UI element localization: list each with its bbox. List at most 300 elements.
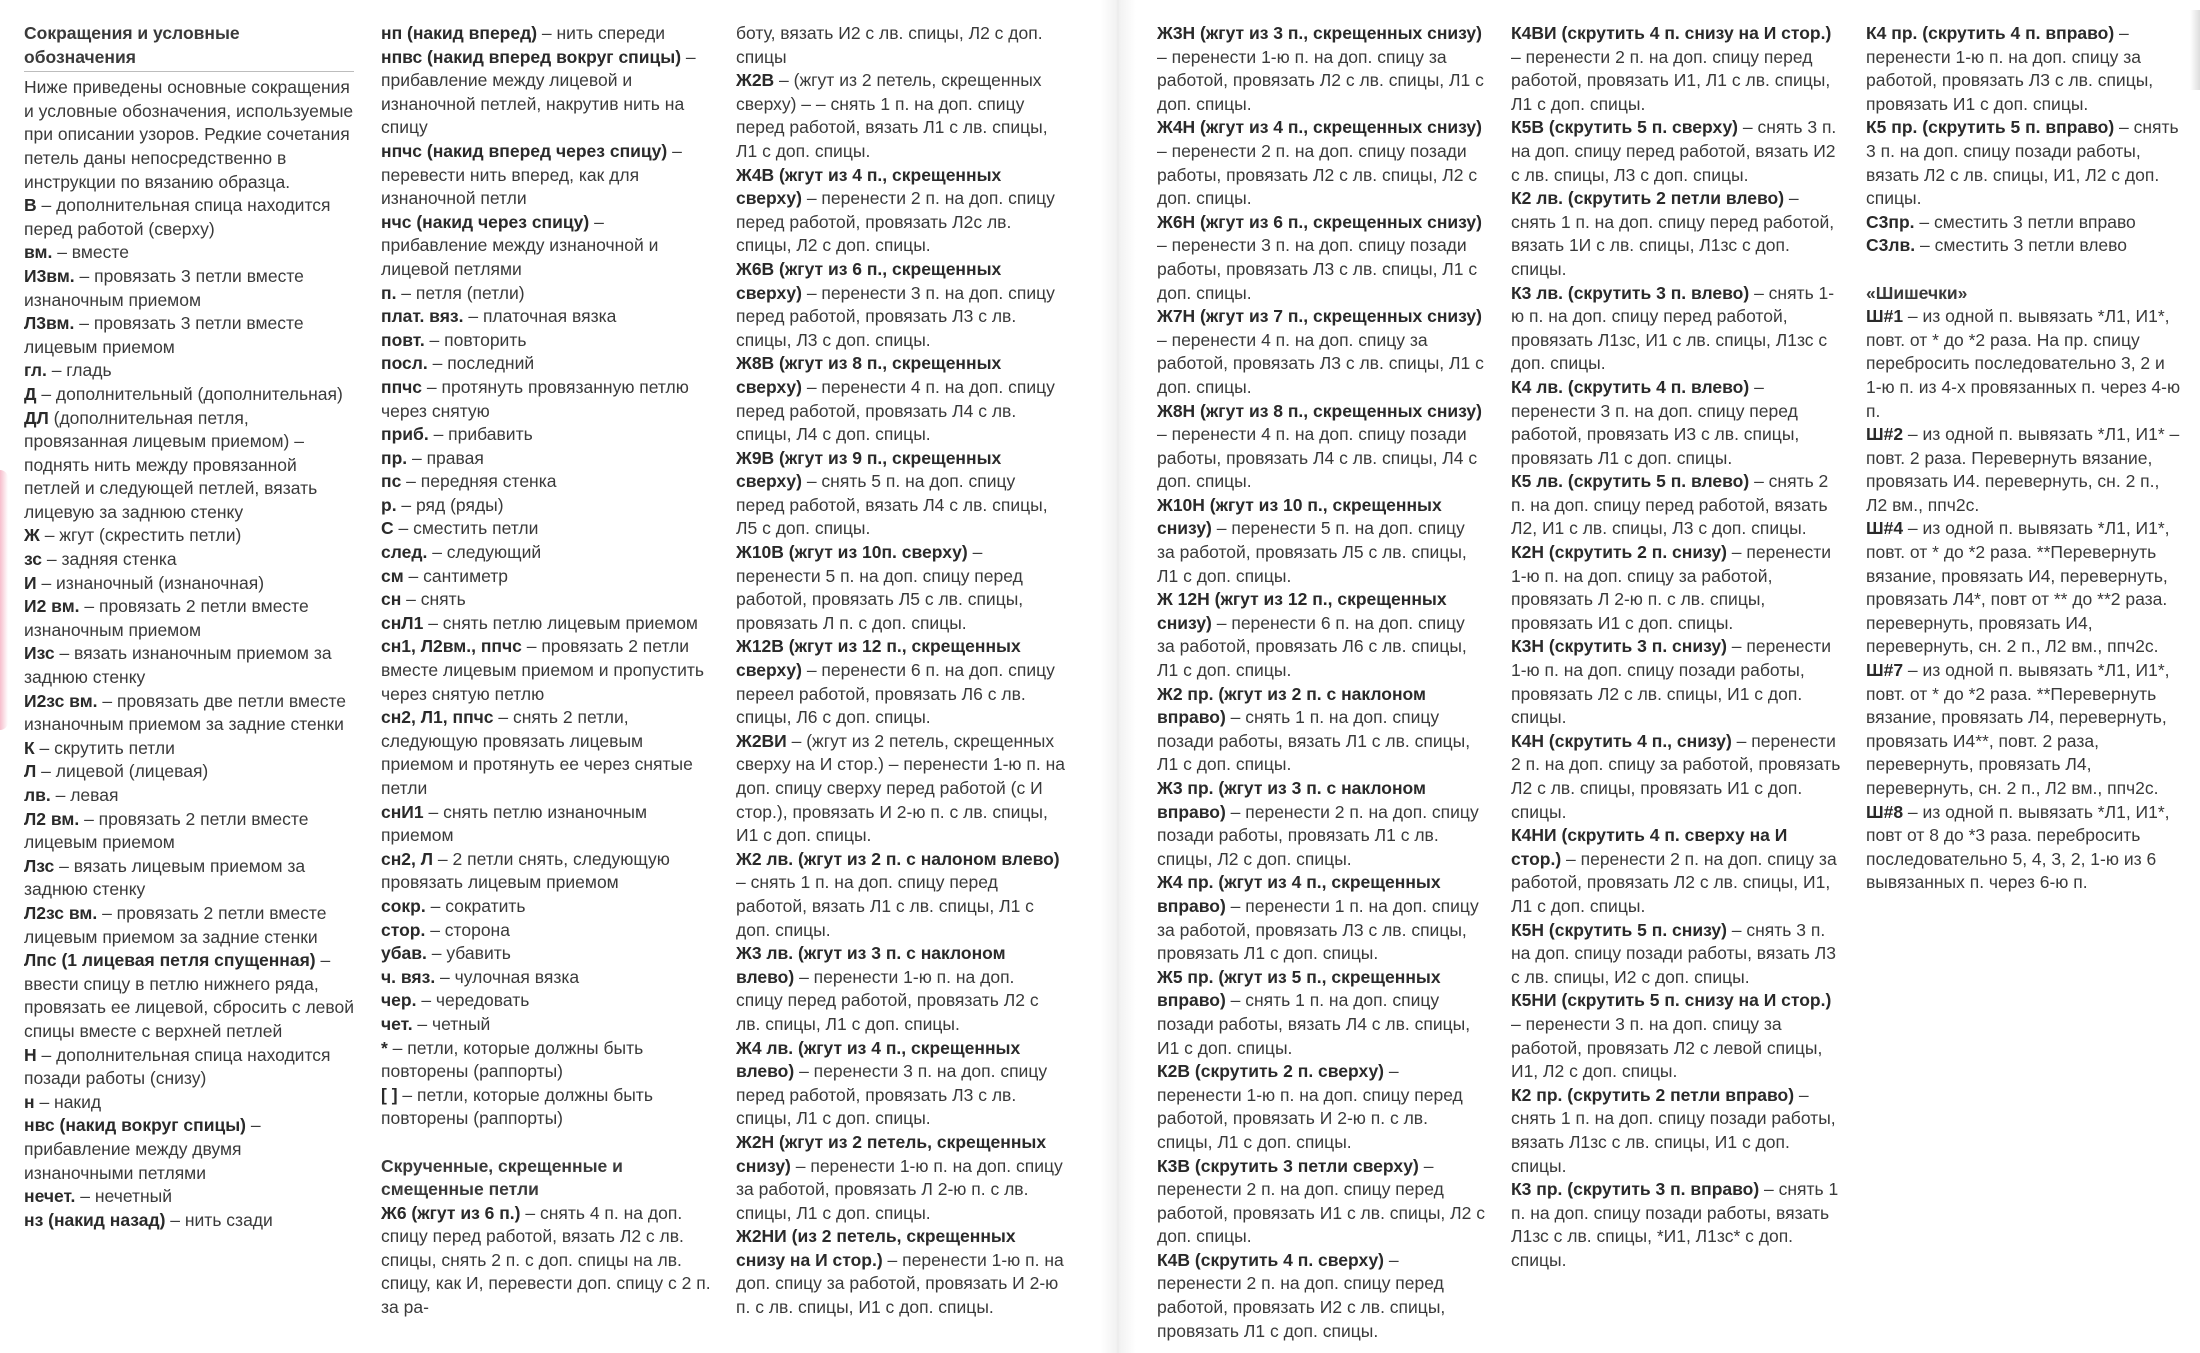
glossary-list <box>736 22 1066 1320</box>
glossary-term: пс <box>381 471 402 492</box>
glossary-term: стор. <box>381 919 426 940</box>
glossary-term: ч. вяз. <box>381 966 436 987</box>
glossary-description: – из одной п. вывязать *Л1, И1*, повт. от * до *2 раза. **Перевернуть вязание, провязать И4, перевернуть, провязать Л4*, повт от ** до **2 раза. перевернуть, провязать И4, перевернуть, сн. 2 п., Л2 вм., ппч2с. <box>1866 518 2170 657</box>
glossary-entry <box>381 140 711 211</box>
glossary-description: – перенести 1-ю п. на доп. спицу за работой, провязать И 2-ю п. с лв. спицы, И1 с доп. спицы. <box>736 1249 1064 1318</box>
glossary-description: – чередовать <box>416 990 530 1011</box>
glossary-term: Изс <box>24 643 55 664</box>
glossary-term: Ж2НИ (из 2 петель, скрещенных снизу на И стор.) <box>736 1226 1016 1270</box>
glossary-description: – дополнительная спица находится позади работы (снизу) <box>24 1044 331 1089</box>
glossary-entry <box>736 848 1066 942</box>
glossary-entry <box>1511 635 1841 729</box>
glossary-description: – перенести 3 п. на доп. спицу перед работой, провязать Л3 с лв. спицы, Л1 с доп. спицы. <box>736 1061 1048 1129</box>
glossary-description: – провязать две петли вместе изнаночным приемом за задние стенки <box>24 690 347 735</box>
glossary-description: – (жгут из 2 петель, скрещенных сверху на И стор.) – перенести 1-ю п. на доп. спицу сверху перед работой (с И стор.), провязать И 2-ю п. с лв. спицы, И1 с доп. спицы. <box>736 730 1065 846</box>
glossary-entry <box>1157 683 1487 777</box>
glossary-term: снЛ1 <box>381 612 424 633</box>
glossary-description: – нечетный <box>75 1186 173 1207</box>
glossary-description: – нить сзади <box>165 1209 273 1230</box>
glossary-entry <box>1511 1084 1841 1178</box>
glossary-entry <box>381 1037 711 1084</box>
glossary-term: повт. <box>381 329 425 350</box>
glossary-entry <box>1511 824 1841 918</box>
glossary-description: – задняя стенка <box>42 549 177 570</box>
glossary-term: Ш#4 <box>1866 518 1904 539</box>
glossary-term: К2Н (скрутить 2 п. снизу) <box>1511 542 1727 563</box>
glossary-entry <box>1157 494 1487 588</box>
glossary-term: Ж2ВИ <box>736 730 787 751</box>
glossary-term: Ж <box>24 525 40 546</box>
glossary-description: – перенести 4 п. на доп. спицу за работой, провязать Л3 с лв. спицы, Л1 с доп. спицы. <box>1157 329 1484 397</box>
section-heading-abbreviations: Сокращения и условные обозначения <box>24 22 354 72</box>
glossary-description: – перенести 2 п. на доп. спицу позади работы, провязать Л1 с лв. спицы, Л2 с доп. спицы. <box>1157 801 1479 869</box>
glossary-term: нпвс (накид вперед вокруг спицы) <box>381 46 682 67</box>
glossary-term: Л2 вм. <box>24 808 80 829</box>
glossary-description: – снять 1-ю п. на доп. спицу перед работой, провязать Л1зс, И1 с лв. спицы, Л1зс с доп. спицы. <box>1511 282 1835 374</box>
column-5 <box>1511 22 1841 1272</box>
glossary-term: вм. <box>24 242 53 263</box>
glossary-term: нвс (накид вокруг спицы) <box>24 1115 247 1136</box>
glossary-entry <box>381 989 711 1013</box>
glossary-term: Ж4В (жгут из 4 п., скрещенных сверху) <box>736 164 1002 209</box>
glossary-term: Н <box>24 1044 37 1065</box>
column-1 <box>24 22 354 1232</box>
glossary-entry <box>381 612 711 636</box>
glossary-term: нпчс (накид вперед через спицу) <box>381 140 668 161</box>
glossary-term: К4Н (скрутить 4 п., снизу) <box>1511 730 1732 751</box>
glossary-description: – снять 3 п. на доп. спицу перед работой, вязать И2 с лв. спицы, Л3 с доп. спицы. <box>1511 117 1837 185</box>
glossary-description: – снять 1 п. на доп. спицу перед работой, вязать 1И с лв. спицы, Л1зс с доп. спицы. <box>1511 188 1835 279</box>
glossary-list <box>381 1202 711 1320</box>
glossary-term: Ж2В <box>736 70 775 91</box>
glossary-description: – снять 2 петли, следующую провязать лицевым приемом и протянуть ее через снятые петли <box>381 707 693 798</box>
glossary-description: – убавить <box>426 943 511 964</box>
column-3 <box>736 22 1066 1320</box>
glossary-term: Ш#1 <box>1866 306 1904 327</box>
glossary-description: – вязать изнаночным приемом за заднюю стенку <box>24 643 332 688</box>
glossary-entry <box>381 635 711 706</box>
glossary-description: – сторона <box>425 919 510 940</box>
glossary-term: лв. <box>24 785 51 805</box>
glossary-entry <box>381 895 711 919</box>
glossary-entry <box>1866 305 2184 423</box>
glossary-entry <box>736 164 1066 258</box>
glossary-term: И2зс вм. <box>24 690 98 711</box>
intro-paragraph: Ниже приведены основные сокращения и условные обозначения, используемые при описании узоров. Редкие сочетания петель даны непосредственно в инструкции по вязанию образца. <box>24 77 354 192</box>
glossary-description: – снять петлю изнаночным приемом <box>381 801 648 846</box>
glossary-entry <box>736 541 1066 635</box>
glossary-entry <box>1866 801 2184 895</box>
glossary-term: Ж7Н (жгут из 7 п., скрещенных снизу) <box>1157 306 1482 327</box>
glossary-entry <box>24 359 354 383</box>
glossary-entry <box>1511 730 1841 824</box>
glossary-description: – петли, которые должны быть повторены (раппорты) <box>381 1084 653 1129</box>
glossary-list <box>1157 22 1487 1343</box>
page-fold <box>1100 0 1136 1353</box>
glossary-entry <box>736 635 1066 729</box>
glossary-term: р. <box>381 494 397 515</box>
glossary-description: – платочная вязка <box>463 306 617 327</box>
glossary-description: – перенести 1 п. на доп. спицу за работой, провязать Л3 с лв. спицы, провязать Л1 с доп. спицы. <box>1157 895 1479 964</box>
glossary-description: – перенести 4 п. на доп. спицу перед работой, провязать Л4 с лв. спицы, Л4 с доп. спицы. <box>736 376 1055 445</box>
glossary-entry <box>1511 470 1841 541</box>
glossary-term: Ж4 пр. (жгут из 4 п., скрещенных вправо) <box>1157 872 1441 916</box>
page-edge-tab <box>0 470 8 730</box>
glossary-description: – перенести 1-ю п. на доп. спицу за работой, провязать Л 2-ю п. с лв. спицы, провязать И1 с доп. спицы. <box>1511 542 1832 633</box>
glossary-term: К4 пр. (скрутить 4 п. вправо) <box>1866 23 2115 43</box>
glossary-term: Ж8В (жгут из 8 п., скрещенных сверху) <box>736 353 1002 397</box>
glossary-entry <box>381 494 711 518</box>
glossary-entry <box>24 383 354 407</box>
glossary-entry <box>1157 588 1487 682</box>
spacer <box>1866 258 2184 282</box>
glossary-description: – из одной п. вывязать *Л1, И1*, повт. от * до *2 раза. На пр. спицу перебросить последовательно 3, 2 и 1-ю п. из 4-х провязанных п. через 4-ю п. <box>1866 306 2181 421</box>
glossary-entry <box>24 1044 354 1091</box>
glossary-term: сокр. <box>381 895 426 916</box>
glossary-description: – перенести 3 п. на доп. спицу за работой, провязать Л2 с левой спицы, И1, Л2 с доп. спицы. <box>1511 1013 1823 1082</box>
glossary-term: Ж3 лв. (жгут из 3 п. с наклоном влево) <box>736 943 1006 987</box>
glossary-list <box>1866 22 2184 258</box>
glossary-term: Ж2 лв. (жгут из 2 п. с налоном влево) <box>736 848 1060 869</box>
glossary-term: посл. <box>381 353 428 374</box>
glossary-entry <box>1866 517 2184 659</box>
glossary-description: – последний <box>427 353 535 374</box>
glossary-description: – вместе <box>52 242 129 263</box>
glossary-term: К2 лв. (скрутить 2 петли влево) <box>1511 188 1785 209</box>
glossary-entry <box>381 966 711 990</box>
glossary-entry <box>736 69 1066 163</box>
glossary-description: – перевести нить вперед, как для изнаночной петли <box>381 140 682 209</box>
glossary-term: п. <box>381 282 397 303</box>
glossary-term: н <box>24 1091 35 1112</box>
glossary-term: К4 лв. (скрутить 4 п. влево) <box>1511 376 1750 397</box>
glossary-term: чер. <box>381 990 417 1011</box>
glossary-term: сн2, Л <box>381 848 434 869</box>
glossary-entry <box>381 919 711 943</box>
glossary-entry <box>1511 116 1841 187</box>
glossary-entry <box>24 1091 354 1115</box>
glossary-description: – перенести 3 п. на доп. спицу перед работой, провязать Л3 с лв. спицы, Л3 с доп. спицы. <box>736 282 1055 350</box>
glossary-entry <box>381 801 711 848</box>
glossary-term: Ш#8 <box>1866 801 1904 822</box>
glossary-entry <box>381 588 711 612</box>
glossary-term: сн1, Л2вм., ппчс <box>381 636 522 657</box>
glossary-term: [ ] <box>381 1084 398 1105</box>
glossary-entry <box>24 548 354 572</box>
glossary-term: С3лв. <box>1866 235 1916 256</box>
glossary-description: – 2 петли снять, следующую провязать лицевым приемом <box>381 848 670 893</box>
glossary-entry <box>24 949 354 1043</box>
glossary-entry <box>1511 282 1841 376</box>
glossary-description: – четный <box>412 1013 491 1034</box>
glossary-entry <box>736 1037 1066 1131</box>
glossary-entry <box>381 848 711 895</box>
glossary-description: – перенести 1-ю п. на доп. спицу за работой, провязать Л 2-ю п. с лв. спицы, Л1 с доп. спицы. <box>736 1155 1063 1223</box>
glossary-description: – лицевой (лицевая) <box>36 761 209 782</box>
glossary-term: К4В (скрутить 4 п. сверху) <box>1157 1249 1385 1270</box>
glossary-description: – снять 1 п. на доп. спицу позади работы, вязать Л1зс с лв. спицы, И1 с доп. спицы. <box>1511 1084 1836 1176</box>
glossary-entry <box>381 1013 711 1037</box>
glossary-entry <box>381 46 711 140</box>
glossary-entry <box>24 760 354 784</box>
glossary-entry <box>1157 777 1487 871</box>
glossary-description: – (жгут из 2 петель, скрещенных сверху) – – снять 1 п. на доп. спицу перед работой, вязать Л1 с лв. спицы, Л1 с доп. спицы. <box>736 70 1048 161</box>
glossary-term: плат. вяз. <box>381 306 464 327</box>
glossary-entry <box>381 470 711 494</box>
page-edge-shadow <box>2190 10 2200 90</box>
glossary-entry <box>381 352 711 376</box>
glossary-description: – сократить <box>425 895 526 916</box>
glossary-entry <box>1866 22 2184 116</box>
glossary-entry <box>1511 22 1841 116</box>
glossary-entry <box>24 524 354 548</box>
glossary-term: гл. <box>24 360 47 381</box>
glossary-description: – гладь <box>46 360 112 381</box>
glossary-entry <box>736 22 1066 69</box>
glossary-list <box>1866 305 2184 895</box>
glossary-description: – жгут (скрестить петли) <box>39 525 242 546</box>
glossary-entry <box>1511 919 1841 990</box>
glossary-entry <box>1157 116 1487 210</box>
glossary-entry <box>381 211 711 282</box>
glossary-description: – сместить 3 петли влево <box>1915 235 2127 256</box>
glossary-entry <box>1866 211 2184 235</box>
glossary-description: – дополнительная спица находится перед работой (сверху) <box>24 195 331 239</box>
glossary-entry <box>1157 1249 1487 1343</box>
glossary-description: – перенести 2 п. на доп. спицу позади работы, провязать Л2 с лв. спицы, Л2 с доп. спицы. <box>1157 140 1478 209</box>
glossary-entry <box>24 572 354 596</box>
glossary-entry <box>24 407 354 525</box>
glossary-term: пр. <box>381 447 408 468</box>
glossary-description: – прибавить <box>428 424 533 445</box>
glossary-term: Лзс <box>24 855 55 876</box>
glossary-description: – снять петлю лицевым приемом <box>423 612 698 633</box>
glossary-description: – перенести 2 п. на доп. спицу перед работой, провязать И1 с лв. спицы, Л2 с доп. спицы. <box>1157 1155 1485 1247</box>
section-heading-bobbles: «Шишечки» <box>1866 282 1968 303</box>
glossary-description: – из одной п. вывязать *Л1, И1*, повт от 8 до *3 раза. перебросить последовательно 5, 4, 3, 2, 1-ю из 6 вывязанных п. через 6-ю п. <box>1866 801 2170 893</box>
glossary-term: зс <box>24 549 42 570</box>
glossary-entry <box>381 329 711 353</box>
glossary-description: – скрутить петли <box>34 737 175 758</box>
glossary-description: – перенести 5 п. на доп. спицу за работой, провязать Л5 с лв. спицы, Л1 с доп. спицы. <box>1157 518 1467 586</box>
glossary-description: – прибавление между лицевой и изнаночной петлей, накрутив нить на спицу <box>381 46 696 138</box>
glossary-description: – перенести 2 п. на доп. спицу перед работой, провязать И2 с лв. спицы, провязать Л1 с доп. спицы. <box>1157 1249 1446 1341</box>
section-heading-cables: Скрученные, скрещенные и смещенные петли <box>381 1155 623 1200</box>
glossary-term: Ж12В (жгут из 12 п., скрещенных сверху) <box>736 636 1021 681</box>
glossary-description: – перенести 1-ю п. на доп. спицу перед работой, провязать И 2-ю п. с лв. спицы, Л1 с доп. спицы. <box>1157 1061 1463 1152</box>
glossary-description: – перенести 6 п. на доп. спицу за работой, провязать Л6 с лв. спицы, Л1 с доп. спицы. <box>1157 612 1467 681</box>
glossary-entry <box>24 737 354 761</box>
glossary-entry <box>736 447 1066 541</box>
glossary-description: – перенести 3 п. на доп. спицу перед работой, провязать И3 с лв. спицы, провязать Л1 с доп. спицы. <box>1511 376 1800 468</box>
glossary-description: – снять <box>401 589 466 610</box>
glossary-entry <box>1157 1155 1487 1249</box>
glossary-description: – из одной п. вывязать *Л1, И1*, повт. от * до *2 раза. **Перевернуть вязание, провязать Л4, перевернуть, провязать И4**, повт. 2 раза, перевернуть, провязать Л4, перевернуть, сн. 2 п., Л2 вм., ппч2с. <box>1866 660 2170 798</box>
glossary-description: – ряд (ряды) <box>396 494 504 515</box>
glossary-list <box>24 194 354 1232</box>
glossary-description: – следующий <box>427 542 542 563</box>
glossary-entry <box>24 595 354 642</box>
glossary-description: – перенести 2 п. на доп. спицу за работой, провязать Л2 с лв. спицы, провязать И1 с доп. спицы. <box>1511 730 1841 822</box>
glossary-description: – прибавление между двумя изнаночными петлями <box>24 1115 261 1183</box>
glossary-description: – сместить петли <box>393 518 539 539</box>
glossary-description: – перенести 5 п. на доп. спицу перед работой, провязать Л5 с лв. спицы, провязать Л п. с доп. спицы. <box>736 542 1024 633</box>
glossary-description: – правая <box>407 447 484 468</box>
glossary-term: К5 лв. (скрутить 5 п. влево) <box>1511 471 1750 492</box>
glossary-description: – снять 1 п. на доп. спицу позади работы, вязать Л4 с лв. спицы, И1 с доп. спицы. <box>1157 990 1471 1058</box>
glossary-description: – перенести 2 п. на доп. спицу перед работой, провязать И1, Л1 с лв. спицы, Л1 с доп. спицы. <box>1511 46 1831 114</box>
glossary-term: К5В (скрутить 5 п. сверху) <box>1511 117 1739 138</box>
glossary-description: – сместить 3 петли вправо <box>1914 211 2136 232</box>
glossary-term: сн <box>381 589 402 610</box>
glossary-description: – снять 1 п. на доп. спицу перед работой, вязать Л1 с лв. спицы, Л1 с доп. спицы. <box>736 872 1034 940</box>
glossary-term: К4НИ (скрутить 4 п. сверху на И стор.) <box>1511 825 1788 869</box>
glossary-description: – перенести 2 п. на доп. спицу за работой, провязать Л2 с лв. спицы, И1, Л1 с доп. спицы. <box>1511 848 1837 916</box>
glossary-term: Ж10В (жгут из 10п. сверху) <box>736 542 968 563</box>
glossary-entry <box>736 942 1066 1036</box>
glossary-term: нчс (накид через спицу) <box>381 211 590 232</box>
glossary-description: – снять 2 п. на доп. спицу перед работой, вязать Л2, И1 с лв. спицы, Л3 с доп. спицы. <box>1511 471 1829 539</box>
column-2 <box>381 22 711 1320</box>
glossary-entry <box>24 312 354 359</box>
glossary-entry <box>736 1131 1066 1225</box>
glossary-entry <box>381 565 711 589</box>
glossary-entry <box>1511 187 1841 281</box>
glossary-description: – снять 4 п. на доп. спицу перед работой, вязать Л2 с лв. спицы, снять 2 п. с доп. спицы на лв. спицу, как И, перевести доп. спицу с 2 п. за ра- <box>381 1202 711 1318</box>
glossary-term: К5НИ (скрутить 5 п. снизу на И стор.) <box>1511 990 1832 1011</box>
glossary-term: см <box>381 565 404 586</box>
glossary-term: чет. <box>381 1013 413 1034</box>
glossary-entry <box>24 1114 354 1185</box>
glossary-term: К3 лв. (скрутить 3 п. влево) <box>1511 282 1750 303</box>
glossary-description: – снять 1 п. на доп. спицу позади работы, вязать Л1 с лв. спицы, Л1 с доп. спицы. <box>1157 707 1471 775</box>
glossary-description: – снять 5 п. на доп. спицу перед работой, вязать Л4 с лв. спицы, Л5 с доп. спицы. <box>736 471 1048 539</box>
glossary-term: Ж9В (жгут из 9 п., скрещенных сверху) <box>736 447 1002 492</box>
glossary-term: К3 пр. (скрутить 3 п. вправо) <box>1511 1179 1760 1200</box>
glossary-description: – снять 3 п. на доп. спицу позади работы, вязать Л2 с лв. спицы, И1, Л2 с доп. спицы. <box>1866 117 2179 209</box>
glossary-description: – перенести 6 п. на доп. спицу переел работой, провязать Л6 с лв. спицы, Л6 с доп. спицы. <box>736 660 1055 728</box>
glossary-description: – провязать 2 петли вместе лицевым приемом и пропустить через снятую петлю <box>381 636 704 704</box>
glossary-entry <box>381 22 711 46</box>
glossary-entry <box>1511 541 1841 635</box>
glossary-entry <box>381 305 711 329</box>
glossary-description: – передняя стенка <box>401 471 557 492</box>
column-6 <box>1866 22 2184 895</box>
glossary-entry <box>24 1209 354 1233</box>
glossary-term: убав. <box>381 943 427 964</box>
glossary-entry <box>736 1225 1066 1319</box>
glossary-term: С <box>381 518 394 539</box>
glossary-description: – вязать лицевым приемом за заднюю стенку <box>24 855 306 900</box>
glossary-list <box>1511 22 1841 1272</box>
glossary-term: К <box>24 737 35 758</box>
glossary-term: И3вм. <box>24 265 75 286</box>
glossary-term: нечет. <box>24 1186 76 1207</box>
glossary-description: – протянуть провязанную петлю через снятую <box>381 376 689 421</box>
glossary-description: – провязать 2 петли вместе лицевым приемом <box>24 808 309 853</box>
glossary-term: Л2зс вм. <box>24 902 98 923</box>
glossary-description: – прибавление между изнаночной и лицевой петлями <box>381 211 659 279</box>
glossary-term: К3Н (скрутить 3 п. снизу) <box>1511 636 1727 657</box>
glossary-term: * <box>381 1037 388 1058</box>
glossary-description: – перенести 1-ю п. на доп. спицу перед работой, провязать Л2 с лв. спицы, Л1 с доп. спицы. <box>736 966 1039 1034</box>
glossary-term: Ж8Н (жгут из 8 п., скрещенных снизу) <box>1157 400 1482 421</box>
glossary-entry <box>1157 22 1487 116</box>
glossary-entry <box>381 706 711 800</box>
glossary-entry <box>736 730 1066 848</box>
glossary-term: сн2, Л1, ппчс <box>381 707 494 728</box>
glossary-description: – дополнительный (дополнительная) <box>36 383 343 404</box>
glossary-term: И <box>24 572 37 593</box>
glossary-description: – провязать 2 петли вместе изнаночным приемом <box>24 596 309 640</box>
glossary-entry <box>1157 305 1487 399</box>
glossary-term: Ж3Н (жгут из 3 п., скрещенных снизу) <box>1157 23 1482 43</box>
glossary-term: Ж6В (жгут из 6 п., скрещенных сверху) <box>736 258 1002 303</box>
glossary-description: – левая <box>50 785 119 805</box>
glossary-entry <box>381 1202 711 1320</box>
glossary-term: И2 вм. <box>24 596 80 617</box>
glossary-entry <box>381 1084 711 1131</box>
glossary-term: Ж2Н (жгут из 2 петель, скрещенных снизу) <box>736 1131 1047 1176</box>
glossary-description: – провязать 3 петли вместе лицевым приемом <box>24 313 304 357</box>
glossary-entry <box>736 258 1066 352</box>
glossary-description: – снять 1 п. на доп. спицу позади работы, вязать Л1зс с лв. спицы, *И1, Л1зс* с доп. спицы. <box>1511 1179 1839 1270</box>
glossary-entry <box>24 241 354 265</box>
glossary-term: нп (накид вперед) <box>381 23 538 43</box>
glossary-term: Ж6 (жгут из 6 п.) <box>381 1202 521 1223</box>
glossary-description: – накид <box>34 1091 102 1112</box>
glossary-entry <box>24 808 354 855</box>
glossary-entry <box>1866 116 2184 210</box>
glossary-term: К3В (скрутить 3 петли сверху) <box>1157 1155 1419 1176</box>
glossary-entry <box>1157 1060 1487 1154</box>
glossary-term: К4ВИ (скрутить 4 п. снизу на И стор.) <box>1511 23 1832 43</box>
glossary-term: Ж2 пр. (жгут из 2 п. с наклоном вправо) <box>1157 683 1426 728</box>
glossary-term: нз (накид назад) <box>24 1209 166 1230</box>
glossary-entry <box>736 352 1066 446</box>
glossary-entry <box>1866 234 2184 258</box>
glossary-entry <box>381 541 711 565</box>
glossary-entry <box>1157 871 1487 965</box>
glossary-description: – петля (петли) <box>396 282 525 303</box>
glossary-term: Д <box>24 383 37 404</box>
glossary-term: Ж3 пр. (жгут из 3 п. с наклоном вправо) <box>1157 778 1426 822</box>
glossary-description: – перенести 4 п. на доп. спицу позади работы, провязать Л4 с лв. спицы, Л4 с доп. спицы. <box>1157 424 1478 492</box>
glossary-description: – изнаночный (изнаночная) <box>36 572 265 593</box>
glossary-description: – петли, которые должны быть повторены (раппорты) <box>381 1037 644 1082</box>
glossary-description: – перенести 1-ю п. на доп. спицу за работой, провязать Л2 с лв. спицы, Л1 с доп. спицы. <box>1157 46 1484 114</box>
glossary-description: – перенести 1-ю п. на доп. спицу позади работы, провязать Л2 с лв. спицы, И1 с доп. спицы. <box>1511 636 1832 728</box>
glossary-term: К2В (скрутить 2 п. сверху) <box>1157 1061 1385 1082</box>
glossary-entry <box>1511 989 1841 1083</box>
glossary-term: снИ1 <box>381 801 424 822</box>
glossary-entry <box>1157 211 1487 305</box>
glossary-term: К2 пр. (скрутить 2 петли вправо) <box>1511 1084 1795 1105</box>
glossary-description: (дополнительная петля, провязанная лицевым приемом) – поднять нить между провязанной петлей и следующей петлей, вязать лицевую за заднюю стенку <box>24 407 318 522</box>
glossary-term: ДЛ <box>24 407 49 428</box>
glossary-term: Ж 12Н (жгут из 12 п., скрещенных снизу) <box>1157 589 1447 633</box>
glossary-term: К5 пр. (скрутить 5 п. вправо) <box>1866 117 2115 138</box>
spacer <box>381 1131 711 1155</box>
glossary-term: ппчс <box>381 376 423 397</box>
glossary-entry <box>381 942 711 966</box>
glossary-description: – нить спереди <box>537 23 665 43</box>
glossary-description: – перенести 2 п. на доп. спицу перед работой, провязать Л2с лв. спицы, Л2 с доп. спицы. <box>736 188 1055 256</box>
glossary-entry <box>1866 423 2184 517</box>
glossary-entry <box>381 423 711 447</box>
glossary-entry <box>1511 1178 1841 1272</box>
glossary-description: – провязать 2 петли вместе лицевым приемом за задние стенки <box>24 902 327 947</box>
